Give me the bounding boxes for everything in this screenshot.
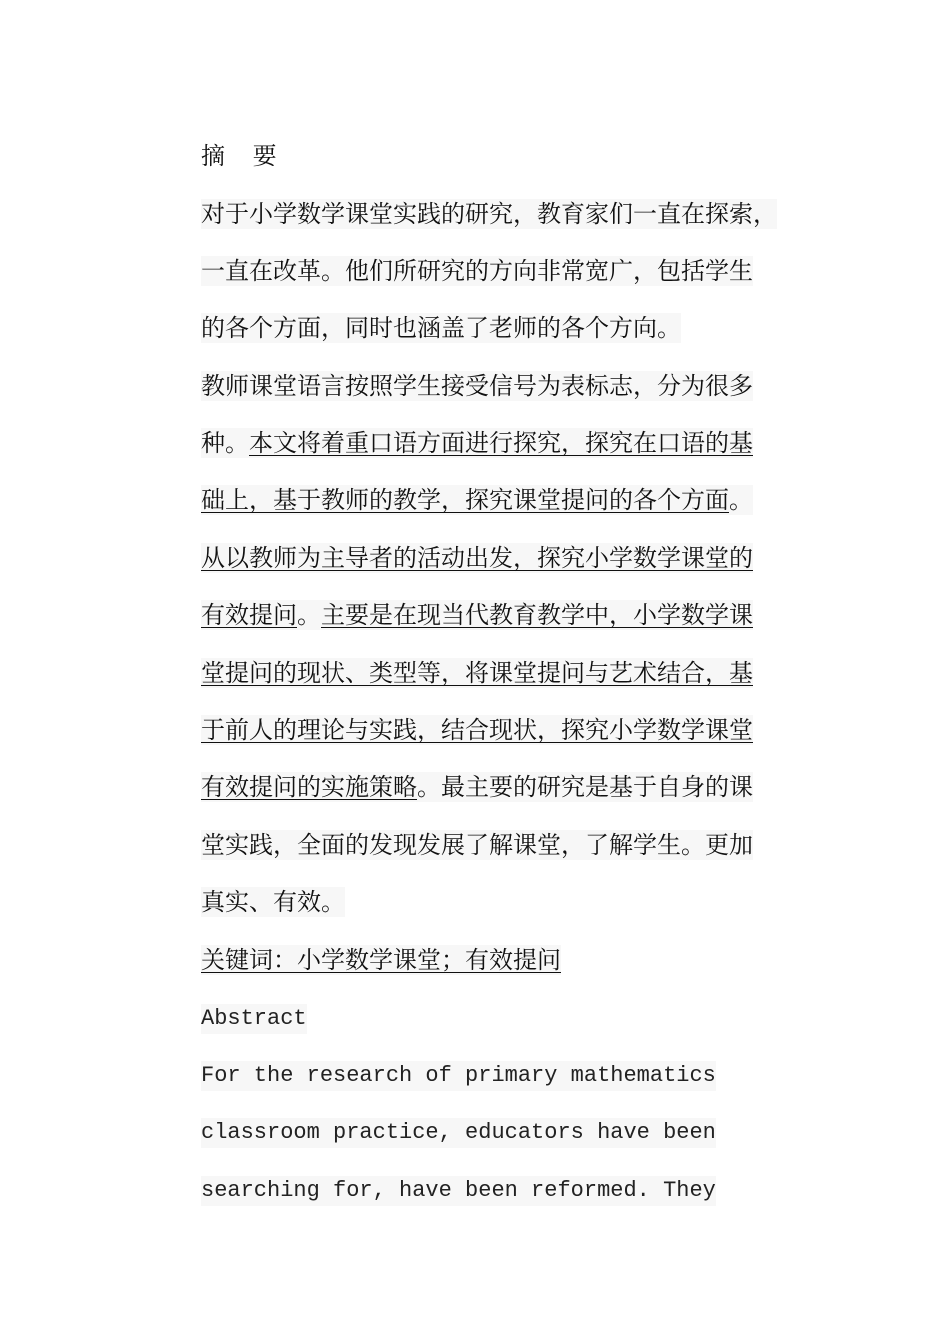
underlined-text-run: 于前人的理论与实践，结合现状，探究小学数学课堂 <box>201 716 753 744</box>
abstract-line-7 <box>201 543 753 573</box>
underlined-text-run: 有效提问 <box>201 601 297 629</box>
abstract-line-6 <box>201 485 753 515</box>
abstract-en-line-2: classroom practice, educators have been <box>201 1118 716 1148</box>
text-run: 对于小学数学课堂实践的研究，教育家们一直在探索， <box>201 200 777 228</box>
abstract-line-9 <box>201 658 753 688</box>
text-run: 堂实践，全面的发现发展了解课堂，了解学生。更加 <box>201 831 753 859</box>
text-run: 。最主要的研究是基于自身的课 <box>417 773 753 801</box>
abstract-en-line-1: For the research of primary mathematics <box>201 1061 716 1091</box>
abstract-line-5 <box>201 428 753 458</box>
underlined-text-run: 有效提问的实施策略 <box>201 773 417 801</box>
abstract-line-12 <box>201 830 753 860</box>
abstract-en-line-3: searching for, have been reformed. They <box>201 1176 716 1206</box>
text-run: 种。 <box>201 429 249 457</box>
underlined-text-run: 础上，基于教师的教学，探究课堂提问的各个方面 <box>201 486 729 514</box>
underlined-text-run: 本文将着重口语方面进行探究，探究在口语的基 <box>249 429 753 457</box>
abstract-line-13 <box>201 887 345 917</box>
abstract-heading: 摘 要 <box>201 142 287 170</box>
abstract-line-2 <box>201 256 753 286</box>
text-run: 一直在改革。他们所研究的方向非常宽广，包括学生 <box>201 257 753 285</box>
underlined-text-run: 主要是在现当代教育教学中，小学数学课 <box>321 601 753 629</box>
text-run: 。 <box>297 601 321 629</box>
text-run: 的各个方面，同时也涵盖了老师的各个方向。 <box>201 314 681 342</box>
abstract-line-4 <box>201 371 753 401</box>
text-run: 。 <box>729 486 753 514</box>
underlined-text-run: 堂提问的现状、类型等，将课堂提问与艺术结合，基 <box>201 659 753 687</box>
abstract-line-8 <box>201 600 753 630</box>
underlined-text-run: 从以教师为主导者的活动出发，探究小学数学课堂的 <box>201 544 753 572</box>
abstract-line-11 <box>201 772 753 802</box>
text-run: 教师课堂语言按照学生接受信号为表标志，分为很多 <box>201 372 753 400</box>
keywords-line <box>201 945 561 975</box>
text-run: 真实、有效。 <box>201 888 345 916</box>
keywords-text: 关键词：小学数学课堂；有效提问 <box>201 946 561 974</box>
abstract-line-1 <box>201 199 777 229</box>
abstract-line-3 <box>201 313 681 343</box>
abstract-en-heading: Abstract <box>201 1004 307 1034</box>
abstract-line-10 <box>201 715 753 745</box>
